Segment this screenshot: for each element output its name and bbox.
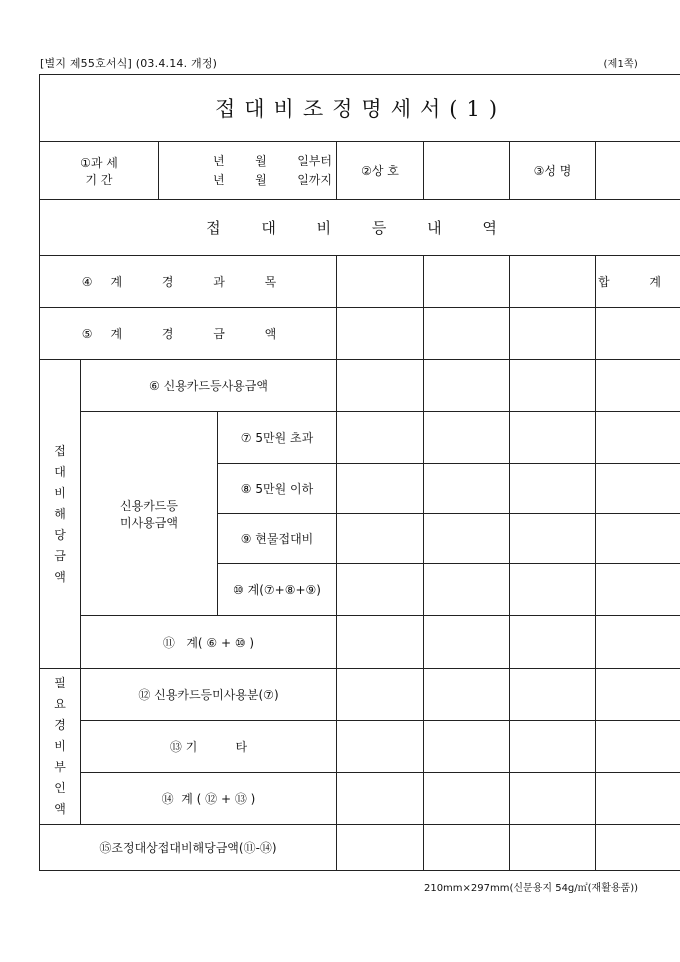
over-50k-label: ⑦ 5만원 초과 (218, 412, 337, 464)
form-title-cell (40, 75, 680, 142)
under-50k-col1[interactable] (337, 464, 424, 514)
period-to-month: 월 (255, 172, 267, 187)
in-kind-col1[interactable] (337, 514, 424, 564)
other-col3[interactable] (510, 721, 596, 773)
side-char: 금 (54, 548, 66, 563)
side-char: 접 (54, 443, 66, 458)
account-amount-col2[interactable] (424, 308, 510, 360)
period-from-year: 년 (213, 153, 225, 168)
section-title: 접 대 비 등 내 역 (206, 219, 515, 237)
period-value-cell[interactable] (159, 142, 337, 200)
credit-unused-part-col2[interactable] (424, 669, 510, 721)
account-item-col1[interactable] (337, 256, 424, 308)
under-50k-total[interactable] (596, 464, 680, 514)
adjusted-amount-col3[interactable] (510, 825, 596, 871)
period-label-cell (40, 142, 159, 200)
account-item-label (40, 256, 337, 308)
account-item-text: ④계 경 과 목 (81, 275, 295, 289)
total-12-13-col3[interactable] (510, 773, 596, 825)
credit-unused-part-col3[interactable] (510, 669, 596, 721)
credit-card-used-col2[interactable] (424, 360, 510, 412)
period-to-year: 년 (213, 172, 225, 187)
page-label: (제1쪽) (603, 59, 638, 70)
period-to-day: 일까지 (297, 172, 332, 187)
other-total[interactable] (596, 721, 680, 773)
other-col1[interactable] (337, 721, 424, 773)
total-6-10-label: ⑪ 계( ⑥ + ⑩ ) (81, 616, 337, 669)
in-kind-col3[interactable] (510, 514, 596, 564)
company-label: ②상 호 (337, 142, 424, 200)
subtotal-col1[interactable] (337, 564, 424, 616)
side-char: 비 (54, 485, 66, 500)
total-header-text: 합 계 (598, 275, 679, 289)
other-col2[interactable] (424, 721, 510, 773)
total-12-13-total[interactable] (596, 773, 680, 825)
total-6-10-col2[interactable] (424, 616, 510, 669)
adjusted-amount-label: ⑮조정대상접대비해당금액(⑪-⑭) (40, 825, 337, 871)
credit-unused-part-col1[interactable] (337, 669, 424, 721)
total-6-10-col1[interactable] (337, 616, 424, 669)
side-char: 부 (54, 760, 66, 774)
account-amount-total[interactable] (596, 308, 680, 360)
under-50k-col2[interactable] (424, 464, 510, 514)
credit-unused-part-label: ⑫ 신용카드등미사용분(⑦) (81, 669, 337, 721)
side-label-entertainment (40, 360, 81, 669)
in-kind-total[interactable] (596, 514, 680, 564)
credit-card-used-col1[interactable] (337, 360, 424, 412)
period-from-day: 일부터 (297, 153, 332, 168)
entertainment-adjustment-form (39, 74, 680, 871)
total-12-13-col2[interactable] (424, 773, 510, 825)
total-6-10-col3[interactable] (510, 616, 596, 669)
adjusted-amount-total[interactable] (596, 825, 680, 871)
total-12-13-label: ⑭ 계 ( ⑫ + ⑬ ) (81, 773, 337, 825)
subtotal-label: ⑩ 계(⑦+⑧+⑨) (218, 564, 337, 616)
credit-card-unused-line1: 신용카드등 (120, 498, 178, 513)
side-char: 인 (54, 781, 66, 795)
under-50k-col3[interactable] (510, 464, 596, 514)
period-label-line2: 기 간 (85, 172, 113, 187)
in-kind-col2[interactable] (424, 514, 510, 564)
paper-spec-footer: 210mm×297mm(신문용지 54g/㎡(재활용품)) (423, 883, 638, 894)
side-char: 액 (54, 569, 66, 584)
side-char: 액 (54, 802, 66, 816)
over-50k-col1[interactable] (337, 412, 424, 464)
page-title: 접대비조정명세서(1) (214, 97, 507, 121)
under-50k-label: ⑧ 5만원 이하 (218, 464, 337, 514)
side-char: 필 (54, 676, 66, 690)
credit-card-used-label: ⑥ 신용카드등사용금액 (81, 360, 337, 412)
adjusted-amount-col1[interactable] (337, 825, 424, 871)
side-label-nondeductible (40, 669, 81, 825)
account-item-col2[interactable] (424, 256, 510, 308)
credit-unused-part-total[interactable] (596, 669, 680, 721)
side-char: 해 (54, 506, 66, 521)
over-50k-col3[interactable] (510, 412, 596, 464)
period-label-line1: ①과 세 (80, 155, 118, 170)
side-char: 비 (54, 739, 66, 753)
total-header (596, 256, 680, 308)
other-label: ⑬ 기 타 (81, 721, 337, 773)
period-from-month: 월 (255, 153, 267, 168)
period-from (159, 152, 336, 171)
in-kind-label: ⑨ 현물접대비 (218, 514, 337, 564)
adjusted-amount-col2[interactable] (424, 825, 510, 871)
account-amount-col3[interactable] (510, 308, 596, 360)
side-char: 경 (54, 718, 66, 732)
credit-card-unused-line2: 미사용금액 (120, 515, 178, 530)
section-title-cell (40, 200, 680, 256)
side-char: 요 (54, 697, 66, 711)
side-char: 대 (54, 464, 66, 479)
total-12-13-col1[interactable] (337, 773, 424, 825)
account-amount-text: ⑤계 경 금 액 (81, 327, 295, 341)
period-to (159, 171, 336, 190)
account-amount-col1[interactable] (337, 308, 424, 360)
form-id: [별지 제55호서식] (03.4.14. 개정) (40, 57, 218, 70)
name-label: ③성 명 (510, 142, 596, 200)
credit-card-used-total[interactable] (596, 360, 680, 412)
subtotal-col2[interactable] (424, 564, 510, 616)
over-50k-total[interactable] (596, 412, 680, 464)
total-6-10-total[interactable] (596, 616, 680, 669)
subtotal-col3[interactable] (510, 564, 596, 616)
credit-card-used-col3[interactable] (510, 360, 596, 412)
name-value[interactable] (596, 142, 680, 200)
credit-card-unused-group-label (81, 412, 218, 616)
side-char: 당 (54, 527, 66, 542)
company-value[interactable] (424, 142, 510, 200)
account-item-col3[interactable] (510, 256, 596, 308)
over-50k-col2[interactable] (424, 412, 510, 464)
account-amount-label (40, 308, 337, 360)
subtotal-total[interactable] (596, 564, 680, 616)
